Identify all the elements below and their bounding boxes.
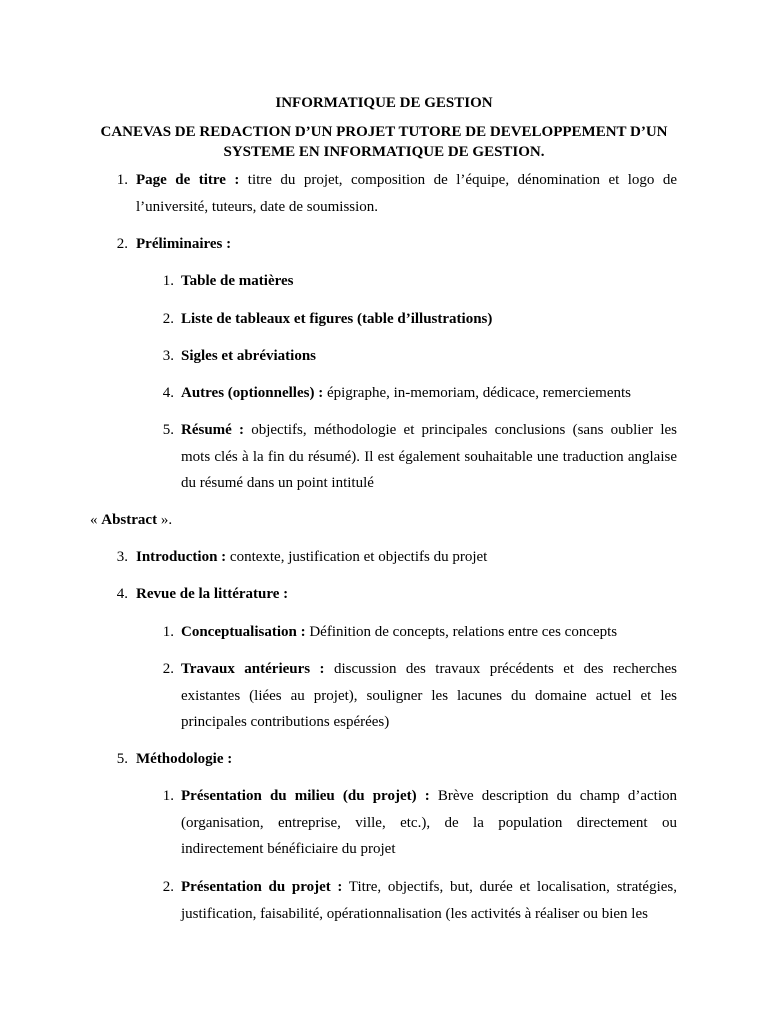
subsection-label: Sigles et abréviations (181, 348, 316, 364)
section-label: Préliminaires : (136, 236, 232, 252)
subsection-number: 5. (162, 422, 174, 438)
document-subtitle-line-2: SYSTEME EN INFORMATIQUE DE GESTION. (223, 144, 545, 160)
subsection-text: Titre, objectifs, but, durée et localisation, stratégies, justification, faisabilité, opérationnalisation (les activités à réaliser ou bien les (181, 879, 677, 922)
subsection-label: Autres (optionnelles) : (181, 385, 324, 401)
subsection-label: Travaux antérieurs : (181, 661, 325, 677)
subsection-label: Résumé : (181, 422, 245, 438)
subsection-label: Présentation du projet : (181, 879, 343, 895)
subsection-label: Présentation du milieu (du projet) : (181, 788, 430, 804)
abstract-open-quote: « (90, 512, 102, 528)
subsection-text: épigraphe, in-memoriam, dédicace, remerciements (323, 385, 631, 401)
subsection-label: Table de matières (181, 273, 294, 289)
subsection-label: Conceptualisation : (181, 624, 306, 640)
section-text: titre du projet, composition de l’équipe, dénomination et logo de l’université, tuteurs, date de soumission. (136, 172, 677, 215)
abstract-close-quote: ». (157, 512, 173, 528)
subsection-number: 2. (162, 661, 174, 677)
section-number: 1. (116, 172, 128, 188)
subsection-number: 4. (162, 385, 174, 401)
section-text: contexte, justification et objectifs du projet (226, 549, 488, 565)
subsection-number: 1. (162, 273, 174, 289)
document-subtitle-line-1: CANEVAS DE REDACTION D’UN PROJET TUTORE DE DEVELOPPEMENT D’UN (100, 124, 668, 140)
abstract-label: Abstract (101, 512, 158, 528)
subsection-text: Définition de concepts, relations entre ces concepts (305, 624, 618, 640)
subsection-text: Brève description du champ d’action (organisation, entreprise, ville, etc.), de la population directement ou indirectement bénéficiaire du projet (181, 788, 677, 857)
subsection-number: 3. (162, 348, 174, 364)
subsection-text: objectifs, méthodologie et principales conclusions (sans oublier les mots clés à la fin du résumé). Il est également souhaitable une traduction anglaise du résumé dans un point intitulé (181, 422, 677, 491)
subsection-number: 1. (162, 788, 174, 804)
section-label: Revue de la littérature : (136, 586, 289, 602)
subsection-number: 2. (162, 311, 174, 327)
section-number: 2. (116, 236, 128, 252)
section-label: Méthodologie : (136, 751, 233, 767)
section-label: Introduction : (136, 549, 227, 565)
section-number: 3. (116, 549, 128, 565)
subsection-number: 1. (162, 624, 174, 640)
section-number: 4. (116, 586, 128, 602)
section-label: Page de titre : (136, 172, 240, 188)
document-title: INFORMATIQUE DE GESTION (275, 95, 493, 111)
subsection-label: Liste de tableaux et figures (table d’illustrations) (181, 311, 493, 327)
section-number: 5. (116, 751, 128, 767)
abstract-line (90, 507, 172, 534)
subsection-number: 2. (162, 879, 174, 895)
subsection-text: discussion des travaux précédents et des recherches existantes (liées au projet), souligner les lacunes du domaine actuel et les principales contributions espérées) (181, 661, 678, 730)
